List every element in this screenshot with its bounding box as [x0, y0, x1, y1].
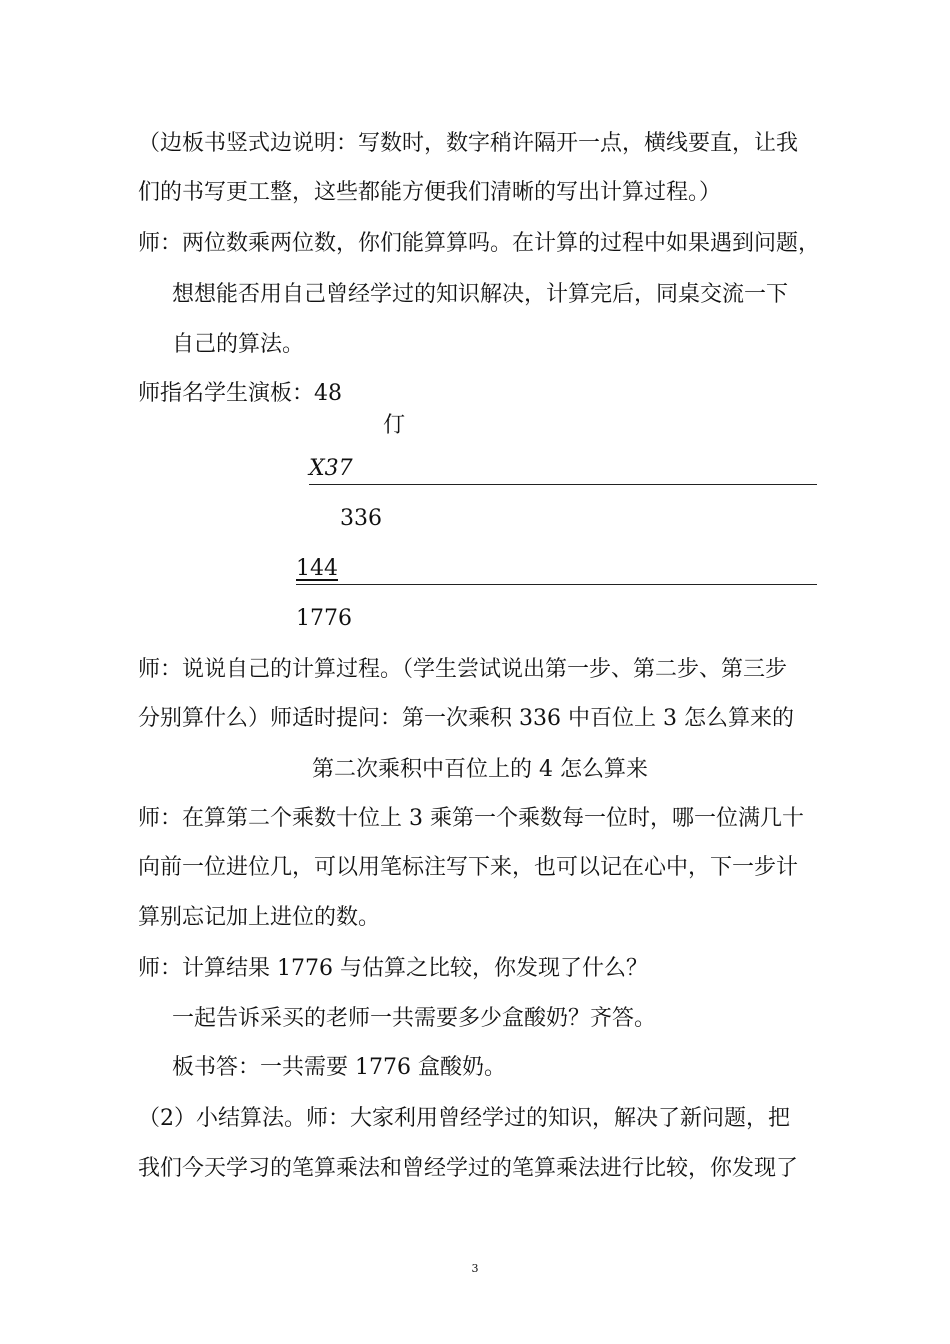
paragraph-line: 我们今天学习的笔算乘法和曾经学过的笔算乘法进行比较，你发现了: [138, 1156, 799, 1181]
paragraph-line: 算别忘记加上进位的数。: [138, 905, 381, 930]
paragraph-line: 师：计算结果 1776 与估算之比较，你发现了什么？: [138, 956, 648, 981]
vertical-calc-partial-1: 336: [340, 506, 382, 531]
calc-rule-line: [296, 584, 817, 585]
calc-rule-line: [309, 484, 817, 485]
vertical-calc-partial-2: 144: [296, 556, 338, 581]
paragraph-line: 一起告诉采买的老师一共需要多少盒酸奶？齐答。: [172, 1006, 657, 1031]
paragraph-line: 师：说说自己的计算过程。（学生尝试说出第一步、第二步、第三步: [138, 657, 788, 682]
vertical-calc-multiplier: X37: [309, 456, 353, 481]
paragraph-line: 第二次乘积中百位上的 4 怎么算来: [312, 757, 648, 782]
paragraph-line: 向前一位进位几，可以用笔标注写下来，也可以记在心中，下一步计: [138, 855, 799, 880]
page-number: 3: [471, 1262, 479, 1275]
paragraph-line: 想想能否用自己曾经学过的知识解决，计算完后，同桌交流一下: [172, 282, 789, 307]
paragraph-line: 分别算什么）师适时提问：第一次乘积 336 中百位上 3 怎么算来的: [138, 706, 794, 731]
paragraph-line: 师：在算第二个乘数十位上 3 乘第一个乘数每一位时，哪一位满几十: [138, 806, 804, 831]
paragraph-line: （2）小结算法。师：大家利用曾经学过的知识，解决了新问题，把: [138, 1106, 790, 1131]
vertical-calc-result: 1776: [296, 606, 352, 631]
paragraph-line: 板书答：一共需要 1776 盒酸奶。: [172, 1055, 506, 1080]
paragraph-line: 师：两位数乘两位数，你们能算算吗。在计算的过程中如果遇到问题，: [138, 231, 821, 256]
paragraph-line: 自己的算法。: [172, 332, 305, 357]
paragraph-line: 们的书写更工整，这些都能方便我们清晰的写出计算过程。）: [138, 180, 722, 205]
vertical-calc-mark: 仃: [383, 413, 406, 438]
paragraph-line: 师指名学生演板：48: [138, 381, 342, 406]
paragraph-line: （边板书竖式边说明：写数时，数字稍许隔开一点，横线要直，让我: [138, 131, 799, 156]
